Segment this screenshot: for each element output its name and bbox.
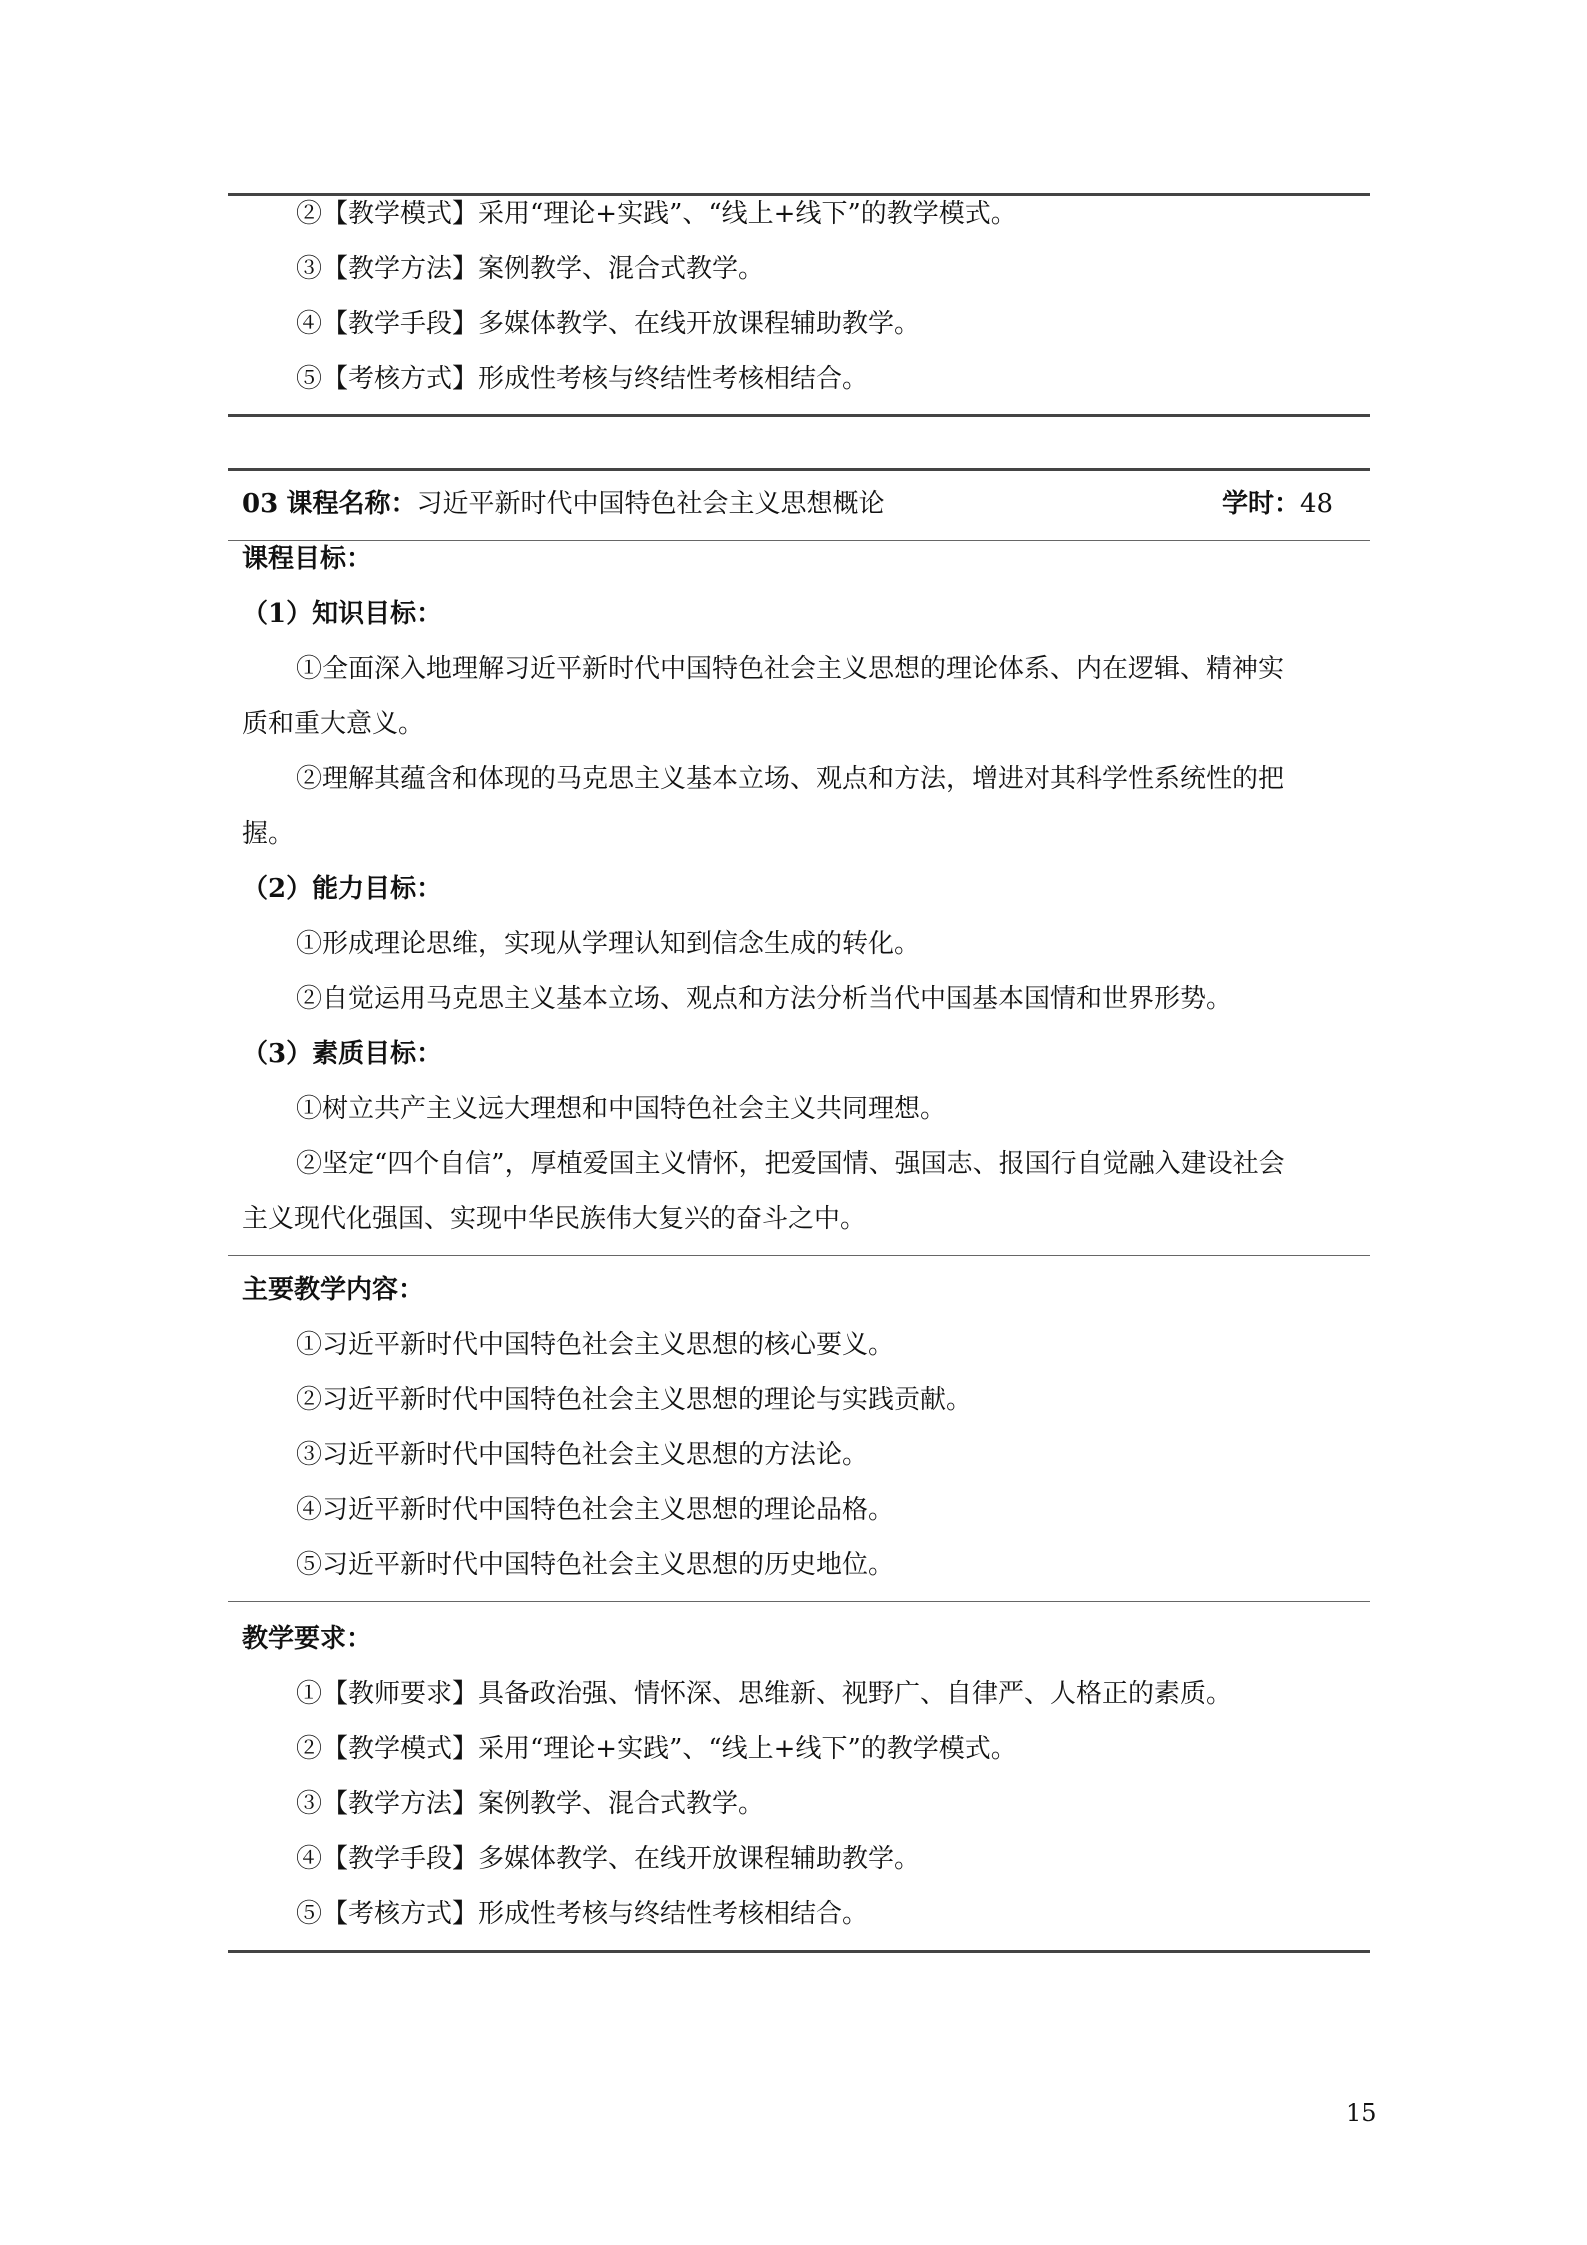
ability-line: ②自觉运用马克思主义基本立场、观点和方法分析当代中国基本国情和世界形势。: [296, 984, 1233, 1014]
quality-heading: （3）素质目标：: [242, 1039, 443, 1069]
requirement-item: ③【教学方法】案例教学、混合式教学。: [296, 1789, 765, 1819]
knowledge-line: 握。: [242, 819, 295, 849]
content-item: ④习近平新时代中国特色社会主义思想的理论品格。: [296, 1495, 895, 1525]
list-item: ⑤【考核方式】形成性考核与终结性考核相结合。: [296, 364, 869, 394]
content-item: ⑤习近平新时代中国特色社会主义思想的历史地位。: [296, 1550, 895, 1580]
hours-label: 学时：: [1222, 489, 1301, 519]
knowledge-line: ①全面深入地理解习近平新时代中国特色社会主义思想的理论体系、内在逻辑、精神实: [296, 654, 1285, 684]
course-title: [242, 486, 884, 522]
requirement-item: ②【教学模式】采用“理论+实践”、“线上+线下”的教学模式。: [296, 1734, 1017, 1764]
ability-line: ①形成理论思维，实现从学理认知到信念生成的转化。: [296, 929, 921, 959]
requirement-item: ⑤【考核方式】形成性考核与终结性考核相结合。: [296, 1899, 869, 1929]
course-hours: [1222, 486, 1333, 522]
hours-value: 48: [1300, 489, 1334, 519]
ability-heading: （2）能力目标：: [242, 874, 443, 904]
course-number: 03: [242, 489, 279, 519]
requirement-item: ④【教学手段】多媒体教学、在线开放课程辅助教学。: [296, 1844, 921, 1874]
content-item: ②习近平新时代中国特色社会主义思想的理论与实践贡献。: [296, 1385, 973, 1415]
quality-line: ②坚定“四个自信”，厚植爱国主义情怀，把爱国情、强国志、报国行自觉融入建设社会: [296, 1149, 1285, 1179]
objectives-heading: 课程目标：: [242, 544, 373, 574]
page-number: 15: [1346, 2099, 1377, 2127]
row-divider: [228, 1255, 1370, 1256]
knowledge-heading: （1）知识目标：: [242, 599, 443, 629]
row-divider: [228, 1601, 1370, 1602]
course-table-top-border: [228, 468, 1370, 471]
list-item: ②【教学模式】采用“理论+实践”、“线上+线下”的教学模式。: [296, 199, 1017, 229]
content-item: ①习近平新时代中国特色社会主义思想的核心要义。: [296, 1330, 895, 1360]
content-item: ③习近平新时代中国特色社会主义思想的方法论。: [296, 1440, 869, 1470]
list-item: ④【教学手段】多媒体教学、在线开放课程辅助教学。: [296, 309, 921, 339]
quality-line: 主义现代化强国、实现中华民族伟大复兴的奋斗之中。: [242, 1204, 867, 1234]
top-table-bottom-border: [228, 414, 1370, 417]
course-name: 习近平新时代中国特色社会主义思想概论: [416, 489, 885, 519]
knowledge-line: ②理解其蕴含和体现的马克思主义基本立场、观点和方法，增进对其科学性系统性的把: [296, 764, 1285, 794]
requirement-item: ①【教师要求】具备政治强、情怀深、思维新、视野广、自律严、人格正的素质。: [296, 1679, 1233, 1709]
row-divider: [228, 540, 1370, 541]
knowledge-line: 质和重大意义。: [242, 709, 425, 739]
quality-line: ①树立共产主义远大理想和中国特色社会主义共同理想。: [296, 1094, 947, 1124]
course-table-bottom-border: [228, 1950, 1370, 1953]
course-name-label: 课程名称：: [286, 489, 417, 519]
content-heading: 主要教学内容：: [242, 1275, 425, 1305]
requirements-heading: 教学要求：: [242, 1624, 373, 1654]
list-item: ③【教学方法】案例教学、混合式教学。: [296, 254, 765, 284]
